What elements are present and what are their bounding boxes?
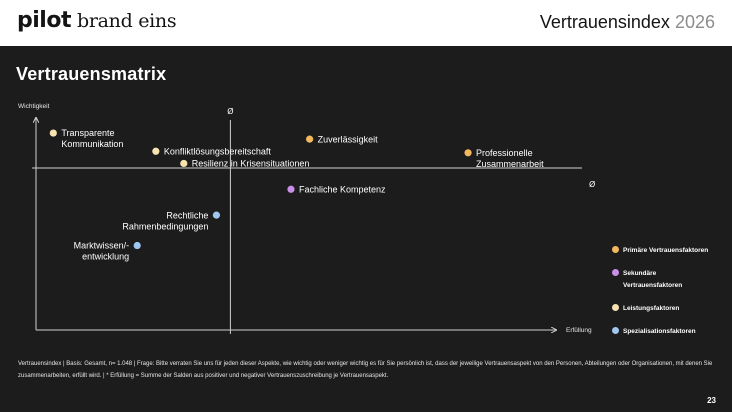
y-mean-label: Ø — [589, 180, 596, 189]
legend-swatch — [612, 269, 619, 276]
point-dot — [287, 186, 294, 193]
point-label: Marktwissen/-entwicklung — [73, 240, 130, 262]
brand-eins-logo: brand eins — [77, 10, 177, 32]
legend-label: Primäre Vertrauensfaktoren — [623, 247, 709, 254]
point-label: Resilienz in Krisensituationen — [191, 158, 310, 169]
legend-label: Sekundäre Vertrauensfaktoren — [623, 270, 683, 289]
point-dot — [213, 212, 220, 219]
header-title-year: 2026 — [674, 12, 715, 32]
point-dot — [180, 160, 187, 167]
point-dot — [306, 136, 313, 143]
point-label: Professionelle Zusammenarbeit — [476, 148, 544, 169]
point-dot — [464, 149, 471, 156]
legend-swatch — [612, 246, 619, 253]
page-number: 23 — [707, 396, 716, 405]
legend-label: Leistungsfaktoren — [623, 305, 680, 312]
x-mean-label: Ø — [227, 107, 234, 116]
legend-label: Spezialisationsfaktoren — [623, 328, 696, 335]
pilot-logo: pilot — [17, 8, 71, 33]
footnote: Vertrauensindex | Basis: Gesamt, n= 1.048 | Frage: Bitte verraten Sie uns für jeden dieser Aspekte, wie wichtig oder weniger wichtig es für Sie persönlich ist, dass der jeweilige Vertrauensaspekt von den Personen, Abteilungen oder Organisationen, mit denen Sie zusammenarbeiten, erfüllt wird. | * Erfüllung = Summe der Salden aus positiver und negativer Vertrauenszuschreibung je Vertrauensaspekt. — [18, 361, 713, 379]
point-dot — [152, 148, 159, 155]
legend-swatch — [612, 304, 619, 311]
point-dot — [50, 129, 57, 136]
legend-swatch — [612, 327, 619, 334]
point-dot — [134, 242, 141, 249]
point-label: Transparente Kommunikation — [61, 128, 124, 150]
y-axis-label: Wichtigkeit — [18, 103, 50, 110]
point-label: Fachliche Kompetenz — [298, 184, 386, 195]
point-label: Konfliktlösungsbereitschaft — [163, 146, 271, 157]
header-title-main: Vertrauensindex — [539, 12, 670, 32]
data-points — [50, 128, 544, 261]
point-label: Zuverlässigkeit — [317, 134, 378, 145]
slide-title: Vertrauensmatrix — [16, 64, 167, 84]
x-axis-label: Erfüllung — [566, 327, 592, 334]
point-label: Rechtliche Rahmenbedingungen — [122, 210, 209, 232]
